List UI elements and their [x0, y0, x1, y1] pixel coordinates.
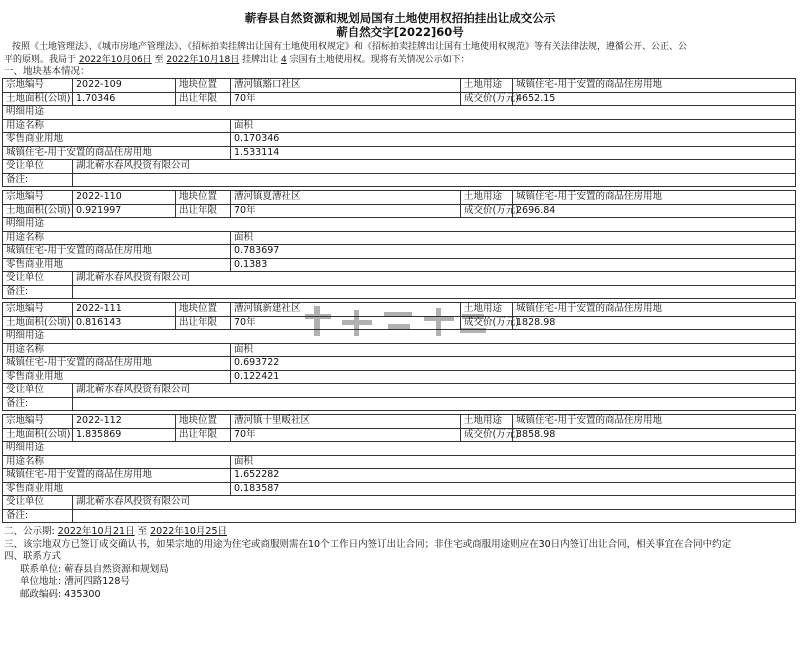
detail-use-name: 零售商业用地 [3, 482, 231, 496]
table-row [3, 231, 796, 245]
table-row [3, 204, 796, 218]
table-row [3, 146, 796, 160]
land-use-label: 土地用途 [461, 79, 513, 93]
parcel-no-value: 2022-110 [73, 191, 176, 205]
price-label: 成交价(万元) [461, 92, 513, 106]
publicity-start: 2022年10月21日 [57, 526, 135, 537]
table-row [3, 258, 796, 272]
table-row [3, 455, 796, 469]
table-row [3, 442, 796, 456]
detail-use-name: 城镇住宅-用于安置的商品住房用地 [3, 357, 231, 371]
table-row [3, 191, 796, 205]
detail-use-label: 明细用途 [3, 218, 796, 232]
buyer-value: 湖北蕲水春风投资有限公司 [73, 160, 796, 174]
intro-date-end: 2022年10月18日 [166, 54, 240, 65]
parcel-table [2, 78, 796, 187]
use-name-header: 用途名称 [3, 455, 231, 469]
table-row [3, 469, 796, 483]
buyer-label: 受让单位 [3, 496, 73, 510]
table-row [3, 357, 796, 371]
area-label: 土地面积(公顷) [3, 428, 73, 442]
buyer-label: 受让单位 [3, 272, 73, 286]
land-use-label: 土地用途 [461, 303, 513, 317]
term-label: 出让年限 [176, 92, 231, 106]
detail-use-area: 0.783697 [231, 245, 796, 259]
page-title: 蕲春县自然资源和规划局国有土地使用权招拍挂出让成交公示 [244, 11, 556, 25]
table-row [3, 496, 796, 510]
use-name-header: 用途名称 [3, 343, 231, 357]
intro-text-c: 挂牌出让 [239, 54, 281, 65]
table-row [3, 343, 796, 357]
intro-paragraph [4, 41, 796, 66]
detail-use-area: 0.693722 [231, 357, 796, 371]
detail-use-area: 0.1383 [231, 258, 796, 272]
intro-text-b: 至 [151, 54, 167, 65]
address-label: 单位地址: [20, 576, 65, 587]
table-row [3, 79, 796, 93]
detail-use-label: 明细用途 [3, 442, 796, 456]
parcel-table [2, 302, 796, 411]
location-value: 漕河镇新建社区 [231, 303, 461, 317]
table-row [3, 119, 796, 133]
contact-postcode [4, 589, 800, 602]
intro-text-d: 宗国有土地使用权。现将有关情况公示如下： [286, 54, 470, 65]
contract-note: 三、该宗地双方已签订成交确认书，如果宗地的用途为住宅或商服则需在10个工作日内签订出让合同；非住宅或商服用途则应在30日内签订出让合同，相关事宜在合同中约定 [4, 538, 732, 550]
remark-label: 备注: [3, 173, 73, 187]
contact-unit-label: 联系单位: [20, 563, 65, 575]
term-value: 70年 [231, 92, 461, 106]
parcel-no-label: 宗地编号 [3, 415, 73, 429]
parcel-tables [0, 78, 800, 523]
parcel-no-label: 宗地编号 [3, 303, 73, 317]
table-row [3, 245, 796, 259]
publicity-end: 2022年10月25日 [150, 526, 227, 537]
table-row [3, 218, 796, 232]
price-value: 2696.84 [513, 204, 796, 218]
remark-value [73, 397, 796, 411]
area-label: 土地面积(公顷) [3, 204, 73, 218]
table-row [3, 133, 796, 147]
location-label: 地块位置 [176, 415, 231, 429]
detail-use-label: 明细用途 [3, 106, 796, 120]
price-label: 成交价(万元) [461, 204, 513, 218]
postcode-label: 邮政编码: [20, 588, 65, 600]
parcel-no-label: 宗地编号 [3, 191, 73, 205]
table-row [3, 303, 796, 317]
detail-use-name: 零售商业用地 [3, 370, 231, 384]
table-row [3, 509, 796, 523]
area-value: 0.816143 [73, 316, 176, 330]
price-value: 3858.98 [513, 428, 796, 442]
publicity-period [4, 526, 800, 539]
area-col-header: 面积 [231, 231, 796, 245]
remark-label: 备注: [3, 509, 73, 523]
intro-text-a: 平的原则。我局于 [4, 54, 79, 65]
remark-label: 备注: [3, 285, 73, 299]
parcel-no-label: 宗地编号 [3, 79, 73, 93]
area-col-header: 面积 [231, 455, 796, 469]
section-1-title: 一、地块基本情况： [4, 66, 90, 77]
land-use-label: 土地用途 [461, 191, 513, 205]
area-value: 1.835869 [73, 428, 176, 442]
table-row [3, 285, 796, 299]
contact-unit-value: 蕲春县自然资源和规划局 [64, 563, 169, 575]
parcel-no-value: 2022-111 [73, 303, 176, 317]
location-label: 地块位置 [176, 191, 231, 205]
term-label: 出让年限 [176, 204, 231, 218]
footer [4, 526, 800, 601]
land-use-label: 土地用途 [461, 415, 513, 429]
location-value: 漕河镇夏漕社区 [231, 191, 461, 205]
land-use-value: 城镇住宅-用于安置的商品住房用地 [513, 191, 796, 205]
land-use-value: 城镇住宅-用于安置的商品住房用地 [513, 415, 796, 429]
doc-number: 蕲自然交字[2022]60号 [336, 25, 464, 39]
table-row [3, 316, 796, 330]
buyer-label: 受让单位 [3, 160, 73, 174]
table-row [3, 482, 796, 496]
detail-use-name: 零售商业用地 [3, 133, 231, 147]
detail-use-area: 0.183587 [231, 482, 796, 496]
intro-line-1: 按照《土地管理法》、《城市房地产管理法》、《招标拍卖挂牌出让国有土地使用权规定》和《招标拍卖挂牌出让国有土地使用权规范》等有关法律法规，遵循公开、公正、公 [12, 42, 688, 52]
table-row [3, 106, 796, 120]
table-row [3, 92, 796, 106]
buyer-label: 受让单位 [3, 384, 73, 398]
land-use-value: 城镇住宅-用于安置的商品住房用地 [513, 303, 796, 317]
term-value: 70年 [231, 316, 461, 330]
address-value: 漕河四路128号 [64, 576, 130, 587]
remark-label: 备注: [3, 397, 73, 411]
postcode-value: 435300 [64, 588, 101, 600]
price-label: 成交价(万元) [461, 428, 513, 442]
location-label: 地块位置 [176, 303, 231, 317]
contact-address [4, 576, 800, 589]
detail-use-name: 零售商业用地 [3, 258, 231, 272]
intro-date-start: 2022年10月06日 [78, 54, 152, 65]
area-label: 土地面积(公顷) [3, 92, 73, 106]
use-name-header: 用途名称 [3, 119, 231, 133]
detail-use-label: 明细用途 [3, 330, 796, 344]
parcel-table [2, 190, 796, 299]
table-row [3, 384, 796, 398]
area-col-header: 面积 [231, 343, 796, 357]
parcel-no-value: 2022-112 [73, 415, 176, 429]
detail-use-area: 1.652282 [231, 469, 796, 483]
price-label: 成交价(万元) [461, 316, 513, 330]
table-row [3, 428, 796, 442]
term-value: 70年 [231, 204, 461, 218]
price-value: 1828.98 [513, 316, 796, 330]
remark-value [73, 173, 796, 187]
detail-use-area: 1.533114 [231, 146, 796, 160]
buyer-value: 湖北蕲水春风投资有限公司 [73, 272, 796, 286]
buyer-value: 湖北蕲水春风投资有限公司 [73, 384, 796, 398]
table-row [3, 397, 796, 411]
location-label: 地块位置 [176, 79, 231, 93]
table-row [3, 370, 796, 384]
detail-use-name: 城镇住宅-用于安置的商品住房用地 [3, 469, 231, 483]
contact-title: 四、联系方式 [4, 551, 62, 562]
use-name-header: 用途名称 [3, 231, 231, 245]
buyer-value: 湖北蕲水春风投资有限公司 [73, 496, 796, 510]
term-label: 出让年限 [176, 316, 231, 330]
parcel-no-value: 2022-109 [73, 79, 176, 93]
parcel-table [2, 414, 796, 523]
detail-use-name: 城镇住宅-用于安置的商品住房用地 [3, 146, 231, 160]
table-row [3, 330, 796, 344]
remark-value [73, 285, 796, 299]
publicity-label: 二、公示期: [4, 526, 58, 537]
detail-use-area: 0.122421 [231, 370, 796, 384]
detail-use-name: 城镇住宅-用于安置的商品住房用地 [3, 245, 231, 259]
price-value: 4652.15 [513, 92, 796, 106]
location-value: 漕河镇十里畈社区 [231, 415, 461, 429]
area-value: 0.921997 [73, 204, 176, 218]
contact-unit [4, 564, 800, 577]
table-row [3, 173, 796, 187]
table-row [3, 272, 796, 286]
area-value: 1.70346 [73, 92, 176, 106]
term-value: 70年 [231, 428, 461, 442]
area-label: 土地面积(公顷) [3, 316, 73, 330]
intro-count: 4 [280, 54, 287, 65]
table-row [3, 160, 796, 174]
area-col-header: 面积 [231, 119, 796, 133]
term-label: 出让年限 [176, 428, 231, 442]
table-row [3, 415, 796, 429]
location-value: 漕河镇豁口社区 [231, 79, 461, 93]
land-use-value: 城镇住宅-用于安置的商品住房用地 [513, 79, 796, 93]
detail-use-area: 0.170346 [231, 133, 796, 147]
publicity-mid: 至 [134, 526, 151, 537]
remark-value [73, 509, 796, 523]
